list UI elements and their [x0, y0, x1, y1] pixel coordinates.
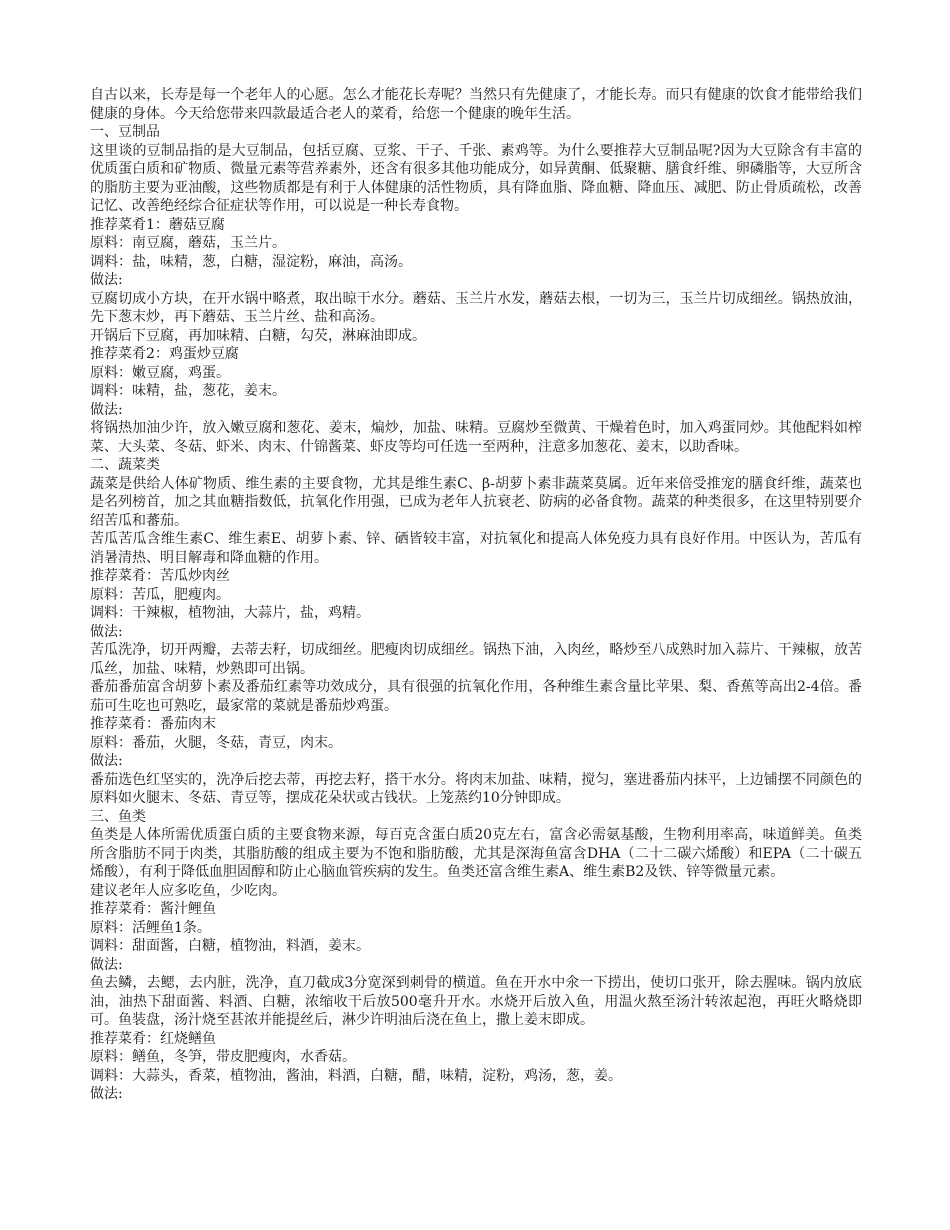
article-body — [90, 86, 862, 1104]
paragraph: 原料：鳝鱼，冬笋，带皮肥瘦肉，水香菇。 — [90, 1049, 356, 1065]
paragraph: 推荐菜肴：红烧鳝鱼 — [90, 1030, 216, 1047]
paragraph: 鱼类是人体所需优质蛋白质的主要食物来源，每百克含蛋白质20克左右，富含必需氨基酸，生物利用率高，味道鲜美。鱼类所含脂肪不同于肉类，其脂肪酸的组成主要为不饱和脂肪酸，尤其是深海鱼富含DHA（二十二碳六烯酸）和EPA（二十碳五烯酸），有利于降低血胆固醇和防止心脑血管疾病的发生。鱼类还富含维生素A、维生素B2及铁、锌等微量元素。 — [90, 827, 862, 880]
paragraph: 这里谈的豆制品指的是大豆制品，包括豆腐、豆浆、干子、千张、素鸡等。为什么要推荐大豆制品呢?因为大豆除含有丰富的优质蛋白质和矿物质、微量元素等营养素外，还含有很多其他功能成分，如异黄酮、低聚糖、膳食纤维、卵磷脂等，大豆所含的脂肪主要为亚油酸，这些物质都是有利于人体健康的活性物质，具有降血脂、降血糖、降血压、减肥、防止骨质疏松，改善记忆、改善绝经综合征症状等作用，可以说是一种长寿食物。 — [90, 142, 862, 214]
paragraph: 将锅热加油少许，放入嫩豆腐和葱花、姜末，煸炒，加盐、味精。豆腐炒至微黄、干燥着色时，加入鸡蛋同炒。其他配料如榨菜、大头菜、冬菇、虾米、肉末、什锦酱菜、虾皮等均可任选一至两种，注意多加葱花、姜末，以助香味。 — [90, 420, 862, 455]
paragraph: 番茄番茄富含胡萝卜素及番茄红素等功效成分，具有很强的抗氧化作用，各种维生素含量比苹果、梨、香蕉等高出2-4倍。番茄可生吃也可熟吃，最家常的菜就是番茄炒鸡蛋。 — [90, 679, 862, 714]
paragraph: 做法: — [90, 1086, 123, 1102]
paragraph: 开锅后下豆腐，再加味精、白糖，勾芡，淋麻油即成。 — [90, 327, 426, 344]
paragraph: 调料：盐，味精，葱，白糖，湿淀粉，麻油，高汤。 — [90, 253, 412, 270]
paragraph: 做法: — [90, 753, 123, 769]
paragraph: 调料：甜面酱，白糖，植物油，料酒，姜末。 — [90, 938, 370, 954]
paragraph: 做法: — [90, 956, 123, 973]
paragraph: 原料：苦瓜，肥瘦肉。 — [90, 586, 230, 603]
paragraph: 做法: — [90, 623, 123, 640]
paragraph: 苦瓜苦瓜含维生素C、维生素E、胡萝卜素、锌、硒皆较丰富，对抗氧化和提高人体免疫力具有良好作用。中医认为，苦瓜有消暑清热、明目解毒和降血糖的作用。 — [90, 531, 862, 566]
paragraph: 原料：活鲤鱼1条。 — [90, 919, 211, 936]
paragraph: 原料：南豆腐，蘑菇，玉兰片。 — [90, 235, 286, 251]
paragraph: 蔬菜是供给人体矿物质、维生素的主要食物，尤其是维生素C、β-胡萝卜素非蔬菜莫属。近年来倍受推宠的膳食纤维，蔬菜也是名列榜首，加之其血糖指数低，抗氧化作用强，已成为老年人抗衰老、防病的必备食物。蔬菜的种类很多，在这里特别要介绍苦瓜和蕃茄。 — [90, 475, 862, 529]
paragraph: 鱼去鳞，去鳃，去内脏，洗净，直刀截成3分宽深到刺骨的横道。鱼在开水中氽一下捞出，使切口张开，除去腥味。锅内放底油，油热下甜面酱、料酒、白糖，浓缩收干后放500毫升开水。水烧开后放入鱼，用温火熬至汤汁转浓起泡，再旺火略烧即可。鱼装盘，汤汁烧至甚浓并能提丝后，淋少许明油后浇在鱼上，撒上姜末即成。 — [90, 975, 862, 1028]
paragraph: 推荐菜肴：番茄肉末 — [90, 716, 216, 732]
paragraph: 做法: — [90, 401, 123, 418]
paragraph: 调料：味精，盐，葱花，姜末。 — [90, 383, 286, 399]
paragraph: 推荐菜肴：酱汁鲤鱼 — [90, 901, 216, 917]
paragraph: 三、鱼类 — [90, 808, 146, 825]
paragraph: 一、豆制品 — [90, 124, 160, 140]
paragraph: 调料：大蒜头，香菜，植物油，酱油，料酒，白糖，醋，味精，淀粉，鸡汤，葱，姜。 — [90, 1067, 622, 1084]
paragraph: 推荐菜肴1：蘑菇豆腐 — [90, 216, 225, 233]
paragraph: 推荐菜肴：苦瓜炒肉丝 — [90, 568, 230, 584]
paragraph: 做法: — [90, 272, 123, 288]
paragraph: 调料：干辣椒，植物油，大蒜片，盐，鸡精。 — [90, 605, 370, 621]
paragraph: 苦瓜洗净，切开两瓣，去蒂去籽，切成细丝。肥瘦肉切成细丝。锅热下油，入肉丝，略炒至八成熟时加入蒜片、干辣椒，放苦瓜丝，加盐、味精，炒熟即可出锅。 — [90, 642, 862, 677]
paragraph: 自古以来，长寿是每一个老年人的心愿。怎么才能花长寿呢？当然只有先健康了，才能长寿。而只有健康的饮食才能带给我们健康的身体。今天给您带来四款最适合老人的菜肴，给您一个健康的晚年生活。 — [90, 87, 862, 122]
paragraph: 建议老年人应多吃鱼，少吃肉。 — [90, 882, 286, 899]
paragraph: 原料：番茄，火腿，冬菇，青豆，肉末。 — [90, 734, 342, 751]
paragraph: 豆腐切成小方块，在开水锅中略煮，取出晾干水分。蘑菇、玉兰片水发，蘑菇去根，一切为三，玉兰片切成细丝。锅热放油，先下葱末炒，再下蘑菇、玉兰片丝、盐和高汤。 — [90, 290, 862, 325]
paragraph: 二、蔬菜类 — [90, 457, 160, 473]
paragraph: 原料：嫩豆腐，鸡蛋。 — [90, 364, 230, 381]
paragraph: 番茄选色红坚实的，洗净后挖去蒂，再挖去籽，搭干水分。将肉末加盐、味精，搅匀，塞进番茄内抹平，上边铺摆不同颜色的原料如火腿末、冬菇、青豆等，摆成花朵状或古钱状。上笼蒸约10分钟即成。 — [90, 771, 862, 806]
paragraph: 推荐菜肴2：鸡蛋炒豆腐 — [90, 346, 239, 362]
